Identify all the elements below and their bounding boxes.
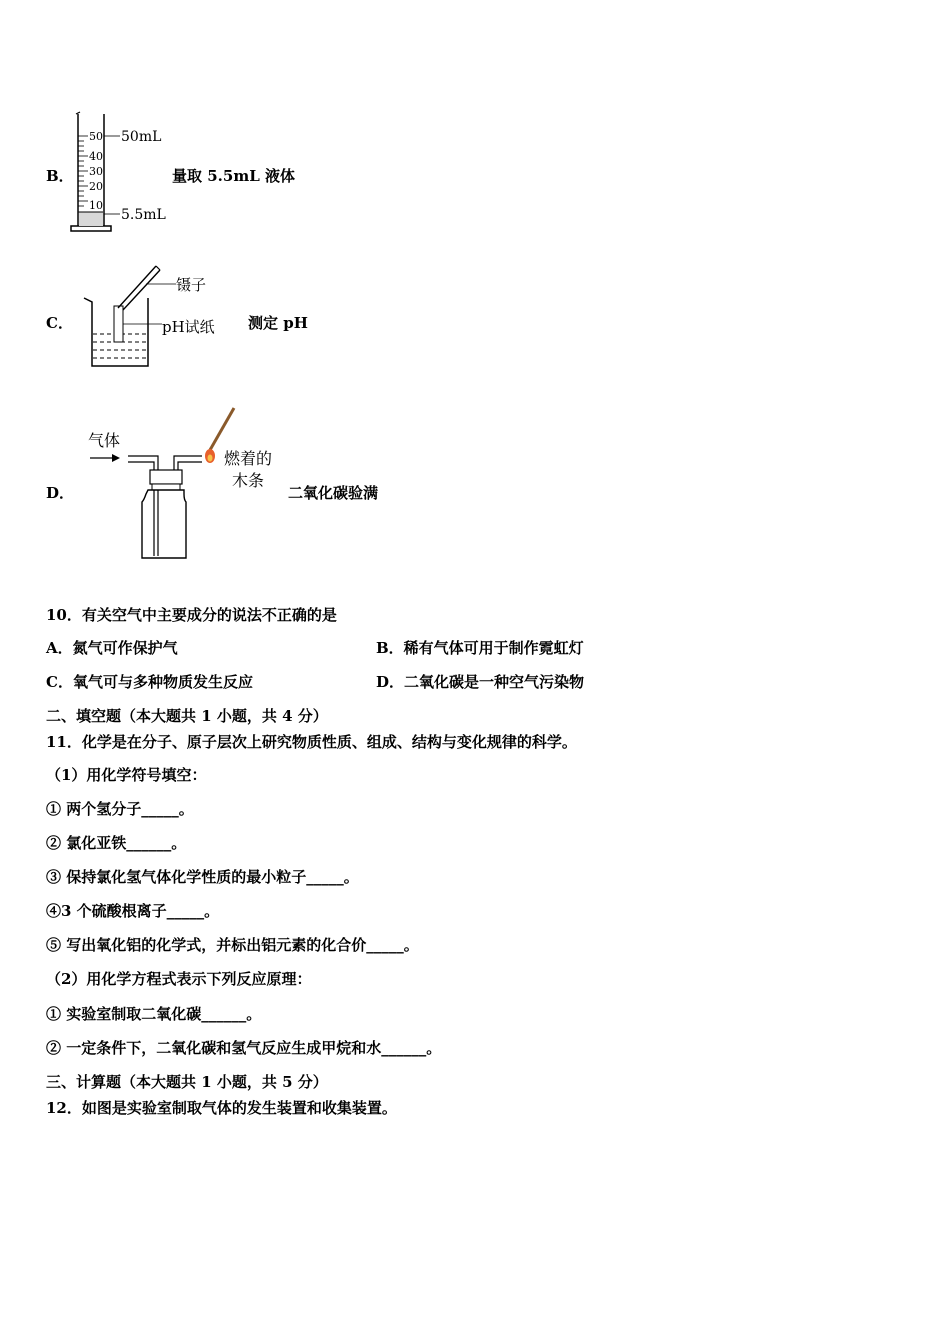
section-3-heading: 三、计算题（本大题共 1 小题，共 5 分） [46, 1073, 328, 1091]
q10-option-a: A．氮气可作保护气 [46, 639, 178, 657]
q11-p1-4: ④3 个硫酸根离子_____。 [46, 902, 220, 920]
q11-p2-2: ② 一定条件下，二氧化碳和氢气反应生成甲烷和水______。 [46, 1039, 442, 1057]
option-d-letter: D． [46, 484, 75, 502]
option-c-caption: 测定 pH [248, 314, 308, 332]
q10-option-b: B．稀有气体可用于制作霓虹灯 [376, 639, 584, 657]
q10-option-d: D．二氧化碳是一种空气污染物 [376, 673, 585, 691]
option-d-caption: 二氧化碳验满 [288, 484, 379, 502]
q11-p1-3: ③ 保持氯化氢气体化学性质的最小粒子_____。 [46, 868, 359, 886]
section-2-heading: 二、填空题（本大题共 1 小题，共 4 分） [46, 707, 328, 725]
option-b-caption: 量取 5.5mL 液体 [172, 167, 295, 185]
ph-test-figure [80, 262, 230, 374]
tick-label-10: 10 [89, 199, 103, 212]
q11-p1-2: ② 氯化亚铁______。 [46, 834, 187, 852]
tick-label-40: 40 [89, 150, 103, 163]
tick-label-30: 30 [89, 165, 103, 178]
label-5-5ml: 5.5mL [121, 207, 166, 223]
q11-part1: （1）用化学符号填空： [46, 766, 207, 784]
label-burning: 燃着的 [224, 449, 273, 468]
q11-p1-1: ① 两个氢分子_____。 [46, 800, 194, 818]
label-50ml: 50mL [121, 129, 162, 145]
label-ph-paper: pH试纸 [162, 318, 215, 336]
q11-p2-1: ① 实验室制取二氧化碳______。 [46, 1005, 262, 1023]
q10-option-c: C．氧气可与多种物质发生反应 [46, 673, 253, 691]
graduated-cylinder-figure [68, 108, 178, 236]
label-gas: 气体 [88, 431, 121, 450]
q11-p1-5: ⑤ 写出氧化铝的化学式，并标出铝元素的化合价_____。 [46, 936, 419, 954]
tick-label-50: 50 [89, 130, 103, 143]
co2-test-figure [84, 402, 284, 564]
q11-stem: 11．化学是在分子、原子层次上研究物质性质、组成、结构与变化规律的科学。 [46, 733, 577, 751]
q12-stem: 12．如图是实验室制取气体的发生装置和收集装置。 [46, 1099, 397, 1117]
q10-stem: 10．有关空气中主要成分的说法不正确的是 [46, 606, 337, 624]
option-c-letter: C． [46, 314, 73, 332]
label-tweezers: 镊子 [176, 276, 207, 294]
label-stick: 木条 [232, 471, 265, 490]
q11-part2: （2）用化学方程式表示下列反应原理： [46, 970, 312, 988]
option-b-letter: B． [46, 167, 74, 185]
tick-label-20: 20 [89, 180, 103, 193]
